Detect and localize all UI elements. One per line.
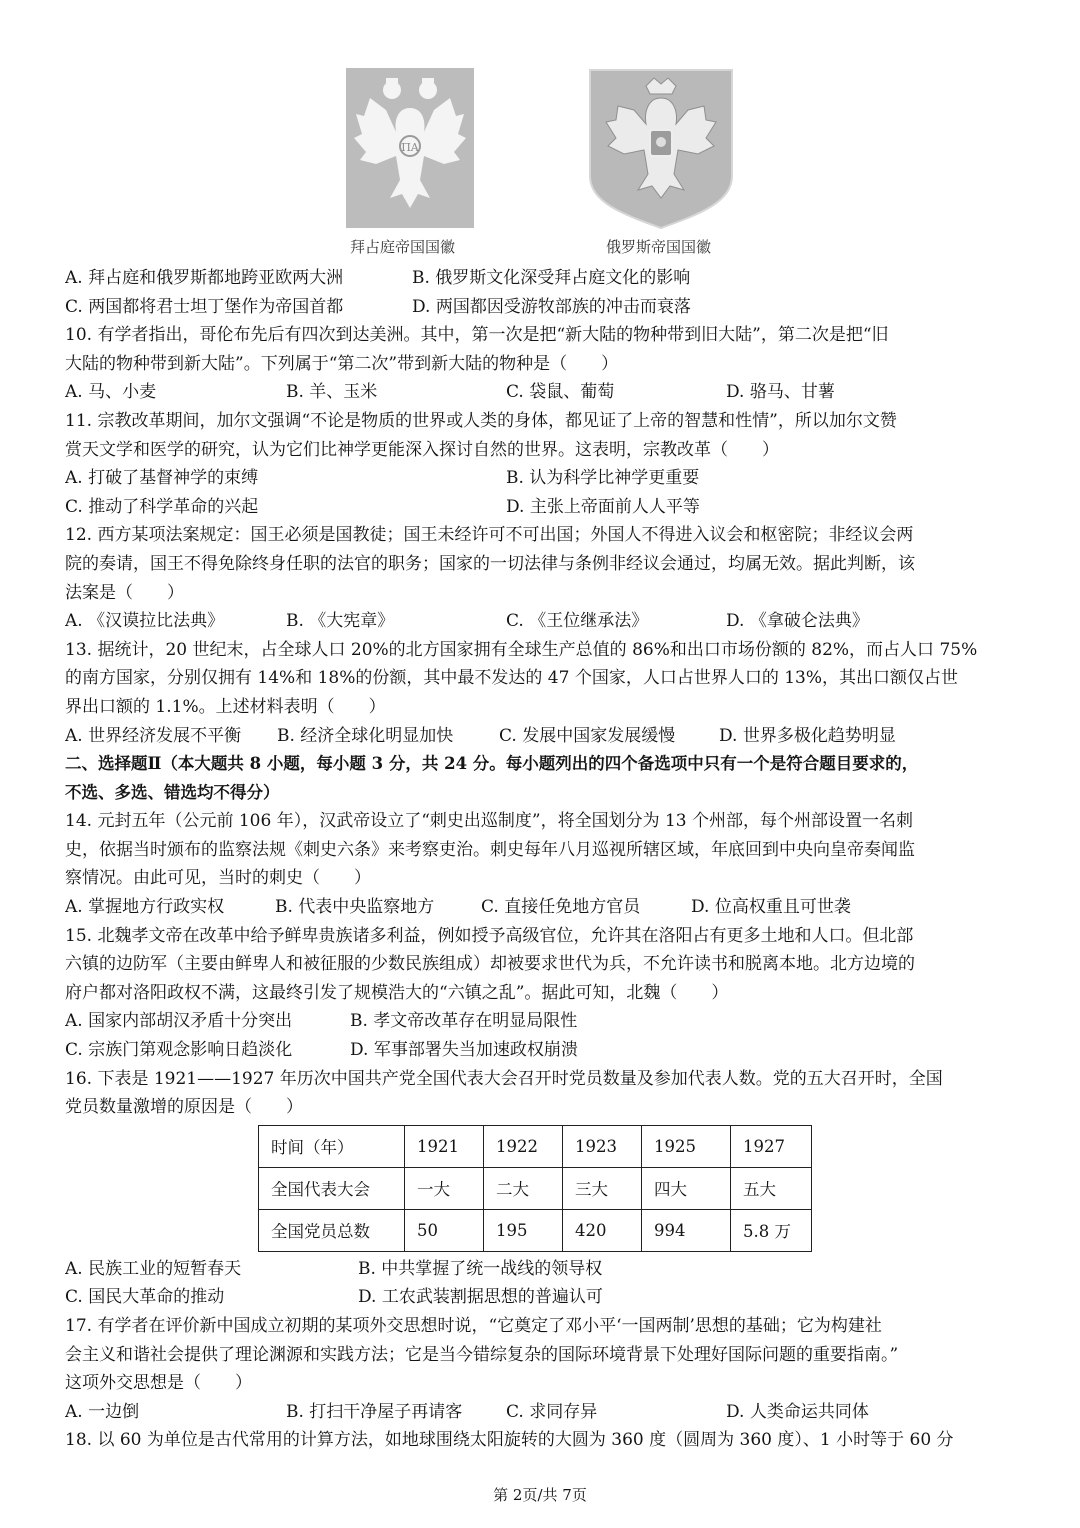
q15-stem: 府户都对洛阳政权不满，这最终引发了规模浩大的“六镇之乱”。据此可知，北魏（ ） xyxy=(65,982,729,1003)
q9-option-b[interactable]: B. 俄罗斯文化深受拜占庭文化的影响 xyxy=(412,268,691,288)
q13-stem: 13. 据统计，20 世纪末，占全球人口 20%的北方国家拥有全球生产总值的 86%和出口市场份额的 82%，而占人口 75% xyxy=(65,639,978,660)
questions-area xyxy=(65,264,1015,1455)
q13-stem: 的南方国家，分别仅拥有 14%和 18%的份额，其中最不发达的 47 个国家，人口占世界人口的 13%，其出口额仅占世 xyxy=(65,668,959,689)
table-row xyxy=(259,1209,812,1251)
table-cell: 时间（年） xyxy=(259,1125,405,1167)
q10-option-a[interactable]: A. 马、小麦 xyxy=(65,382,157,403)
table-cell: 420 xyxy=(563,1209,642,1251)
q12-option-d[interactable]: D. 《拿破仑法典》 xyxy=(726,611,869,632)
q17-option-c[interactable]: C. 求同存异 xyxy=(506,1401,598,1422)
q13-option-d[interactable]: D. 世界多极化趋势明显 xyxy=(719,725,896,746)
russian-emblem-icon xyxy=(588,68,734,230)
q14-option-row xyxy=(65,893,1015,922)
q18-stem: 18. 以 60 为单位是古代常用的计算方法，如地球围绕太阳旋转的大圆为 360 度（圆周为 360 度）、1 小时等于 60 分 xyxy=(65,1430,954,1451)
table-cell: 1923 xyxy=(563,1125,642,1167)
q16-stem: 16. 下表是 1921——1927 年历次中国共产党全国代表大会召开时党员数量及参加代表人数。党的五大召开时，全国 xyxy=(65,1068,943,1089)
q13-option-b[interactable]: B. 经济全球化明显加快 xyxy=(277,725,454,746)
q13-option-row xyxy=(65,722,1015,751)
q14-stem: 史，依据当时颁布的监察法规《刺史六条》来考察吏治。刺史每年八月巡视所辖区域，年底回到中央向皇帝奏闻监 xyxy=(65,839,915,860)
q11-option-c[interactable]: C. 推动了科学革命的兴起 xyxy=(65,496,259,517)
emblem-caption-byzantine: 拜占庭帝国国徽 xyxy=(350,238,456,256)
table-cell: 1925 xyxy=(642,1125,731,1167)
q10-option-b[interactable]: B. 羊、玉米 xyxy=(286,382,378,403)
emblem-figure xyxy=(0,68,1080,263)
q10-option-c[interactable]: C. 袋鼠、葡萄 xyxy=(506,382,615,403)
table-cell: 三大 xyxy=(563,1167,642,1209)
q9-option-row xyxy=(65,264,1015,293)
q11-option-a[interactable]: A. 打破了基督神学的束缚 xyxy=(65,468,259,489)
section-heading: 不选、多选、错选均不得分） xyxy=(65,782,280,802)
q16-stem: 党员数量激增的原因是（ ） xyxy=(65,1097,303,1118)
q14-stem: 察情况。由此可见，当时的刺史（ ） xyxy=(65,868,371,889)
q10-option-row xyxy=(65,378,1015,407)
table-cell: 五大 xyxy=(731,1167,812,1209)
q11-option-d[interactable]: D. 主张上帝面前人人平等 xyxy=(506,496,700,517)
table-cell: 二大 xyxy=(484,1167,563,1209)
table-cell: 1927 xyxy=(731,1125,812,1167)
table-row xyxy=(259,1167,812,1209)
table-row xyxy=(259,1125,812,1167)
q12-option-c[interactable]: C. 《王位继承法》 xyxy=(506,611,649,632)
q14-stem: 14. 元封五年（公元前 106 年），汉武帝设立了“刺史出巡制度”，将全国划分为 13 个州部，每个州部设置一名刺 xyxy=(65,811,914,832)
q16-option-row xyxy=(65,1255,1015,1284)
q17-option-b[interactable]: B. 打扫干净屋子再请客 xyxy=(286,1401,463,1422)
q17-stem: 这项外交思想是（ ） xyxy=(65,1373,252,1394)
emblem-caption-russian: 俄罗斯帝国国徽 xyxy=(606,238,712,256)
q15-option-b[interactable]: B. 孝文帝改革存在明显局限性 xyxy=(350,1011,578,1032)
q10-stem: 大陆的物种带到新大陆”。下列属于“第二次”带到新大陆的物种是（ ） xyxy=(65,353,619,374)
q14-option-b[interactable]: B. 代表中央监察地方 xyxy=(275,897,435,918)
table-cell: 195 xyxy=(484,1209,563,1251)
q12-option-a[interactable]: A. 《汉谟拉比法典》 xyxy=(65,611,225,632)
q17-stem: 17. 有学者在评价新中国成立初期的某项外交思想时说，“它奠定了邓小平‘一国两制’思想的基础；它为构建社 xyxy=(65,1316,882,1336)
table-cell: 一大 xyxy=(405,1167,484,1209)
q14-option-d[interactable]: D. 位高权重且可世袭 xyxy=(691,897,851,918)
q16-option-row xyxy=(65,1283,1015,1312)
q15-option-a[interactable]: A. 国家内部胡汉矛盾十分突出 xyxy=(65,1011,293,1032)
q16-option-c[interactable]: C. 国民大革命的推动 xyxy=(65,1287,225,1308)
q15-option-row xyxy=(65,1007,1015,1036)
q15-option-d[interactable]: D. 军事部署失当加速政权崩溃 xyxy=(350,1040,578,1061)
q15-option-row xyxy=(65,1036,1015,1065)
q11-option-row xyxy=(65,493,1015,522)
q11-stem: 11. 宗教改革期间，加尔文强调“不论是物质的世界或人类的身体，都见证了上帝的智慧和性情”，所以加尔文赞 xyxy=(65,410,897,431)
q11-option-b[interactable]: B. 认为科学比神学更重要 xyxy=(506,468,700,489)
q16-option-b[interactable]: B. 中共掌握了统一战线的领导权 xyxy=(358,1258,603,1279)
q17-stem: 会主义和谐社会提供了理论渊源和实践方法；它是当今错综复杂的国际环境背景下处理好国际问题的重要指南。” xyxy=(65,1344,899,1365)
q13-stem: 界出口额的 1.1%。上述材料表明（ ） xyxy=(65,696,386,717)
q11-option-row xyxy=(65,464,1015,493)
q16-option-a[interactable]: A. 民族工业的短暂春天 xyxy=(65,1258,242,1279)
q13-option-c[interactable]: C. 发展中国家发展缓慢 xyxy=(499,725,676,746)
q11-stem: 赏天文学和医学的研究，认为它们比神学更能深入探讨自然的世界。这表明，宗教改革（ ） xyxy=(65,439,779,460)
byzantine-emblem-icon xyxy=(346,68,474,228)
q12-stem: 12. 西方某项法案规定：国王必须是国教徒；国王未经许可不可出国；外国人不得进入议会和枢密院；非经议会两 xyxy=(65,525,914,546)
page-footer: 第 2页/共 7页 xyxy=(493,1486,587,1504)
q17-option-d[interactable]: D. 人类命运共同体 xyxy=(726,1401,869,1422)
q16-option-d[interactable]: D. 工农武装割据思想的普遍认可 xyxy=(358,1287,603,1308)
table-cell: 50 xyxy=(405,1209,484,1251)
q10-stem: 10. 有学者指出，哥伦布先后有四次到达美洲。其中，第一次是把“新大陆的物种带到旧大陆”，第二次是把“旧 xyxy=(65,325,889,346)
q15-stem: 15. 北魏孝文帝在改革中给予鲜卑贵族诸多利益，例如授予高级官位，允许其在洛阳占有更多土地和人口。但北部 xyxy=(65,925,914,946)
section-heading: 二、选择题Ⅱ（本大题共 8 小题，每小题 3 分，共 24 分。每小题列出的四个备选项中只有一个是符合题目要求的， xyxy=(65,754,919,774)
q17-option-a[interactable]: A. 一边倒 xyxy=(65,1401,140,1422)
table-cell: 四大 xyxy=(642,1167,731,1209)
party-membership-table xyxy=(258,1125,812,1252)
q12-stem: 法案是（ ） xyxy=(65,582,184,603)
q12-option-row xyxy=(65,607,1015,636)
q14-option-a[interactable]: A. 掌握地方行政实权 xyxy=(65,897,225,918)
table-cell: 1922 xyxy=(484,1125,563,1167)
q14-option-c[interactable]: C. 直接任免地方官员 xyxy=(481,897,641,918)
q15-option-c[interactable]: C. 宗族门第观念影响日趋淡化 xyxy=(65,1040,293,1061)
table-cell: 1921 xyxy=(405,1125,484,1167)
table-cell: 全国党员总数 xyxy=(259,1209,405,1251)
q9-option-a[interactable]: A. 拜占庭和俄罗斯都地跨亚欧两大洲 xyxy=(65,268,344,288)
q10-option-d[interactable]: D. 骆马、甘薯 xyxy=(726,382,835,403)
table-cell: 994 xyxy=(642,1209,731,1251)
table-cell: 全国代表大会 xyxy=(259,1167,405,1209)
q15-stem: 六镇的边防军（主要由鲜卑人和被征服的少数民族组成）却被要求世代为兵，不允许读书和脱离本地。北方边境的 xyxy=(65,954,915,975)
q9-option-row xyxy=(65,293,1015,322)
q9-option-c[interactable]: C. 两国都将君士坦丁堡作为帝国首都 xyxy=(65,296,344,317)
q12-stem: 院的奏请，国王不得免除终身任职的法官的职务；国家的一切法律与条例非经议会通过，均属无效。据此判断，该 xyxy=(65,553,915,574)
q12-option-b[interactable]: B. 《大宪章》 xyxy=(286,611,395,632)
table-cell: 5.8 万 xyxy=(731,1209,812,1251)
q9-option-d[interactable]: D. 两国都因受游牧部族的冲击而衰落 xyxy=(412,296,691,317)
q17-option-row xyxy=(65,1398,1015,1427)
q13-option-a[interactable]: A. 世界经济发展不平衡 xyxy=(65,725,242,746)
svg-text:ΠΑ: ΠΑ xyxy=(401,141,419,154)
